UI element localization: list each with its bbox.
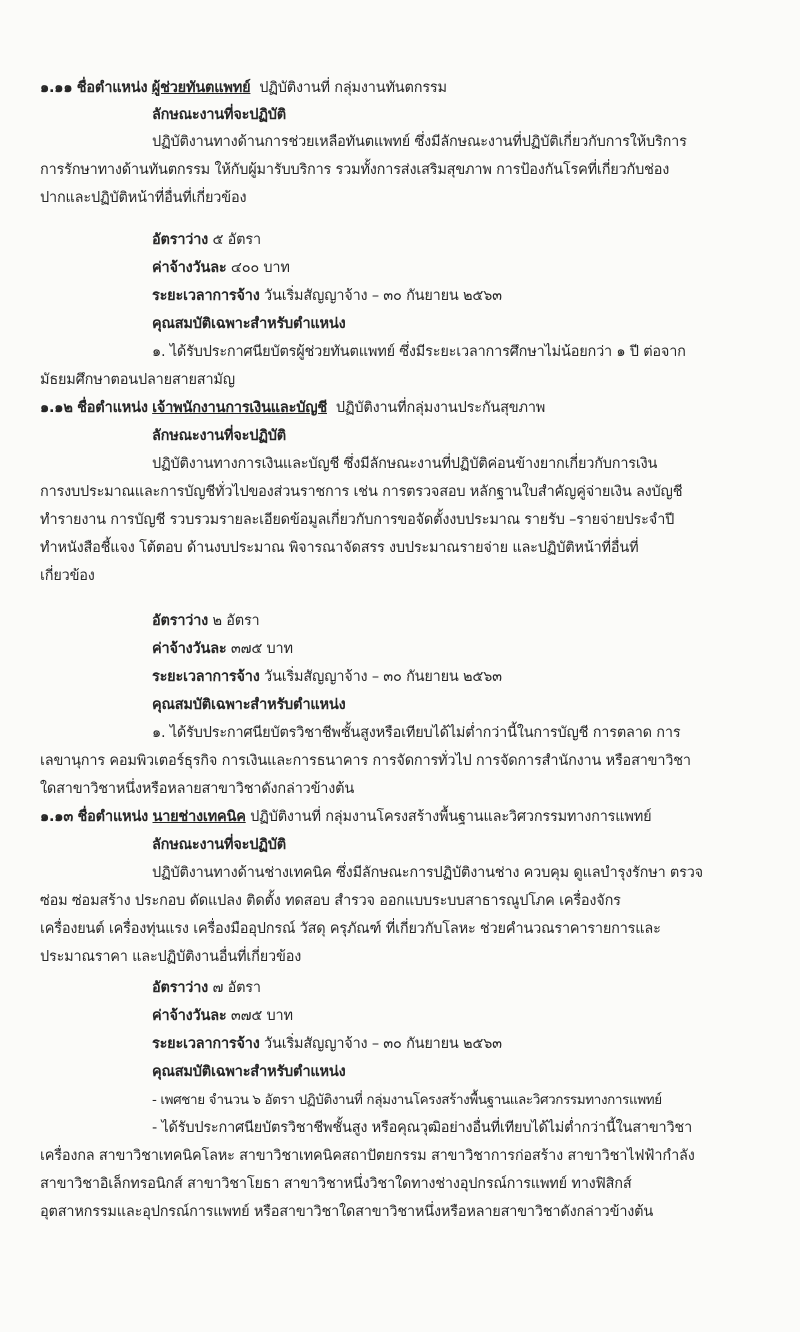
period-row — [152, 286, 502, 306]
qualification-line: ๑. ได้รับประกาศนียบัตรผู้ช่วยทันตแพทย์ ซึ่งมีระยะเวลาการศึกษาไม่น้อยกว่า ๑ ปี ต่อจาก — [152, 344, 686, 360]
period-row — [152, 667, 502, 687]
wage-row — [152, 1006, 293, 1026]
duties-heading: ลักษณะงานที่จะปฏิบัติ — [152, 428, 286, 444]
wage-label: ค่าจ้างวันละ — [152, 260, 227, 276]
period-label: ระยะเวลาการจ้าง — [152, 669, 260, 685]
duties-heading: ลักษณะงานที่จะปฏิบัติ — [152, 837, 286, 853]
position-title-label: ชื่อตำแหน่ง — [77, 809, 149, 825]
qualification-line: - ได้รับประกาศนียบัตรวิชาชีพชั้นสูง หรือคุณวุฒิอย่างอื่นที่เทียบได้ไม่ต่ำกว่านี้ในสาขาวิชา — [152, 1120, 693, 1136]
vacancies-value: ๕ อัตรา — [212, 232, 261, 248]
qualification-line: ๑. ได้รับประกาศนียบัตรวิชาชีพชั้นสูงหรือเทียบได้ไม่ต่ำกว่านี้ในการบัญชี การตลาด การ — [152, 725, 681, 741]
qualifications-heading: คุณสมบัติเฉพาะสำหรับตำแหน่ง — [152, 316, 346, 332]
period-row — [152, 1034, 502, 1054]
section-1-13-heading — [40, 807, 651, 827]
position-title-label: ชื่อตำแหน่ง — [77, 400, 148, 416]
duties-line: ทำรายงาน การบัญชี รวบรวมรายละเอียดข้อมูลเกี่ยวกับการขอจัดตั้งงบประมาณ รายรับ –รายจ่ายประจำปี — [40, 512, 675, 528]
position-name: นายช่างเทคนิค — [152, 809, 246, 825]
duties-line: ประมาณราคา และปฏิบัติงานอื่นที่เกี่ยวข้อง — [40, 949, 302, 965]
duties-line: การรักษาทางด้านทันตกรรม ให้กับผู้มารับบริการ รวมทั้งการส่งเสริมสุขภาพ การป้องกันโรคที่เกี่ยวกับช่อง — [40, 162, 670, 178]
section-number: ๑.๑๑ — [40, 80, 73, 96]
qualifications-heading: คุณสมบัติเฉพาะสำหรับตำแหน่ง — [152, 697, 346, 713]
duties-line: เครื่องยนต์ เครื่องทุ่นแรง เครื่องมืออุปกรณ์ วัสดุ ครุภัณฑ์ ที่เกี่ยวกับโลหะ ช่วยคำนวณราคารายการและ — [40, 921, 661, 937]
wage-value: ๔๐๐ บาท — [230, 260, 290, 276]
workplace: ปฏิบัติงานที่ กลุ่มงานทันตกรรม — [259, 80, 447, 96]
duties-line: ปฏิบัติงานทางการเงินและบัญชี ซึ่งมีลักษณะงานที่ปฏิบัติค่อนข้างยากเกี่ยวกับการเงิน — [152, 456, 658, 472]
wage-label: ค่าจ้างวันละ — [152, 1008, 227, 1024]
qualification-line: เครื่องกล สาขาวิชาเทคนิคโลหะ สาขาวิชาเทคนิคสถาปัตยกรรม สาขาวิชาการก่อสร้าง สาขาวิชาไฟฟ้ากำลัง — [40, 1148, 695, 1164]
qualification-line: - เพศชาย จำนวน ๖ อัตรา ปฏิบัติงานที่ กลุ่มงานโครงสร้างพื้นฐานและวิศวกรรมทางการแพทย์ — [152, 1092, 662, 1108]
period-value: วันเริ่มสัญญาจ้าง – ๓๐ กันยายน ๒๕๖๓ — [264, 288, 502, 304]
period-value: วันเริ่มสัญญาจ้าง – ๓๐ กันยายน ๒๕๖๓ — [264, 669, 502, 685]
period-value: วันเริ่มสัญญาจ้าง – ๓๐ กันยายน ๒๕๖๓ — [264, 1036, 502, 1052]
qualification-line: มัธยมศึกษาตอนปลายสายสามัญ — [40, 372, 235, 388]
wage-row — [152, 639, 293, 659]
duties-line: ปฏิบัติงานทางด้านการช่วยเหลือทันตแพทย์ ซึ่งมีลักษณะงานที่ปฏิบัติเกี่ยวกับการให้บริการ — [152, 134, 687, 150]
qualifications-heading: คุณสมบัติเฉพาะสำหรับตำแหน่ง — [152, 1064, 346, 1080]
duties-line: การงบประมาณและการบัญชีทั่วไปของส่วนราชการ เช่น การตรวจสอบ หลักฐานใบสำคัญคู่จ่ายเงิน ลงบัญชี — [40, 484, 683, 500]
vacancies-row — [152, 230, 261, 250]
vacancies-value: ๒ อัตรา — [212, 613, 260, 629]
wage-value: ๓๗๕ บาท — [230, 641, 293, 657]
qualification-line: ใดสาขาวิชาหนึ่งหรือหลายสาขาวิชาดังกล่าวข้างต้น — [40, 781, 355, 797]
vacancies-value: ๗ อัตรา — [212, 980, 261, 996]
wage-value: ๓๗๕ บาท — [230, 1008, 293, 1024]
period-label: ระยะเวลาการจ้าง — [152, 1036, 260, 1052]
wage-label: ค่าจ้างวันละ — [152, 641, 227, 657]
duties-line: เกี่ยวข้อง — [40, 568, 95, 584]
vacancies-row — [152, 978, 261, 998]
qualification-line: สาขาวิชาอิเล็กทรอนิกส์ สาขาวิชาโยธา สาขาวิชาหนึ่งวิชาใดทางช่างอุปกรณ์การแพทย์ ทางฟิสิกส์ — [40, 1176, 632, 1192]
workplace: ปฏิบัติงานที่กลุ่มงานประกันสุขภาพ — [335, 400, 546, 416]
position-name: ผู้ช่วยทันตแพทย์ — [151, 80, 251, 96]
section-number: ๑.๑๓ — [40, 809, 74, 825]
wage-row — [152, 258, 290, 278]
duties-heading: ลักษณะงานที่จะปฏิบัติ — [152, 107, 286, 123]
vacancies-row — [152, 611, 259, 631]
duties-line: ปากและปฏิบัติหน้าที่อื่นที่เกี่ยวข้อง — [40, 190, 247, 206]
position-name: เจ้าพนักงานการเงินและบัญชี — [152, 400, 327, 416]
qualification-line: อุตสาหกรรมและอุปกรณ์การแพทย์ หรือสาขาวิชาใดสาขาวิชาหนึ่งหรือหลายสาขาวิชาดังกล่าวข้างต้น — [40, 1204, 654, 1220]
section-1-11-heading — [40, 78, 447, 98]
duties-line: ซ่อม ซ่อมสร้าง ประกอบ ดัดแปลง ติดตั้ง ทดสอบ สำรวจ ออกแบบระบบสาธารณูปโภค เครื่องจักร — [40, 893, 621, 909]
vacancies-label: อัตราว่าง — [152, 613, 209, 629]
qualification-line: เลขานุการ คอมพิวเตอร์ธุรกิจ การเงินและการธนาคาร การจัดการทั่วไป การจัดการสำนักงาน หรือสาขาวิชา — [40, 753, 691, 769]
position-title-label: ชื่อตำแหน่ง — [76, 80, 148, 96]
workplace: ปฏิบัติงานที่ กลุ่มงานโครงสร้างพื้นฐานและวิศวกรรมทางการแพทย์ — [250, 809, 652, 825]
duties-line: ปฏิบัติงานทางด้านช่างเทคนิค ซึ่งมีลักษณะการปฏิบัติงานช่าง ควบคุม ดูแลบำรุงรักษา ตรวจ — [152, 865, 703, 881]
section-number: ๑.๑๒ — [40, 400, 73, 416]
section-1-12-heading — [40, 398, 545, 418]
vacancies-label: อัตราว่าง — [152, 232, 209, 248]
period-label: ระยะเวลาการจ้าง — [152, 288, 260, 304]
vacancies-label: อัตราว่าง — [152, 980, 209, 996]
duties-line: ทำหนังสือชี้แจง โต้ตอบ ด้านงบประมาณ พิจารณาจัดสรร งบประมาณรายจ่าย และปฏิบัติหน้าที่อื่นที่ — [40, 540, 639, 556]
